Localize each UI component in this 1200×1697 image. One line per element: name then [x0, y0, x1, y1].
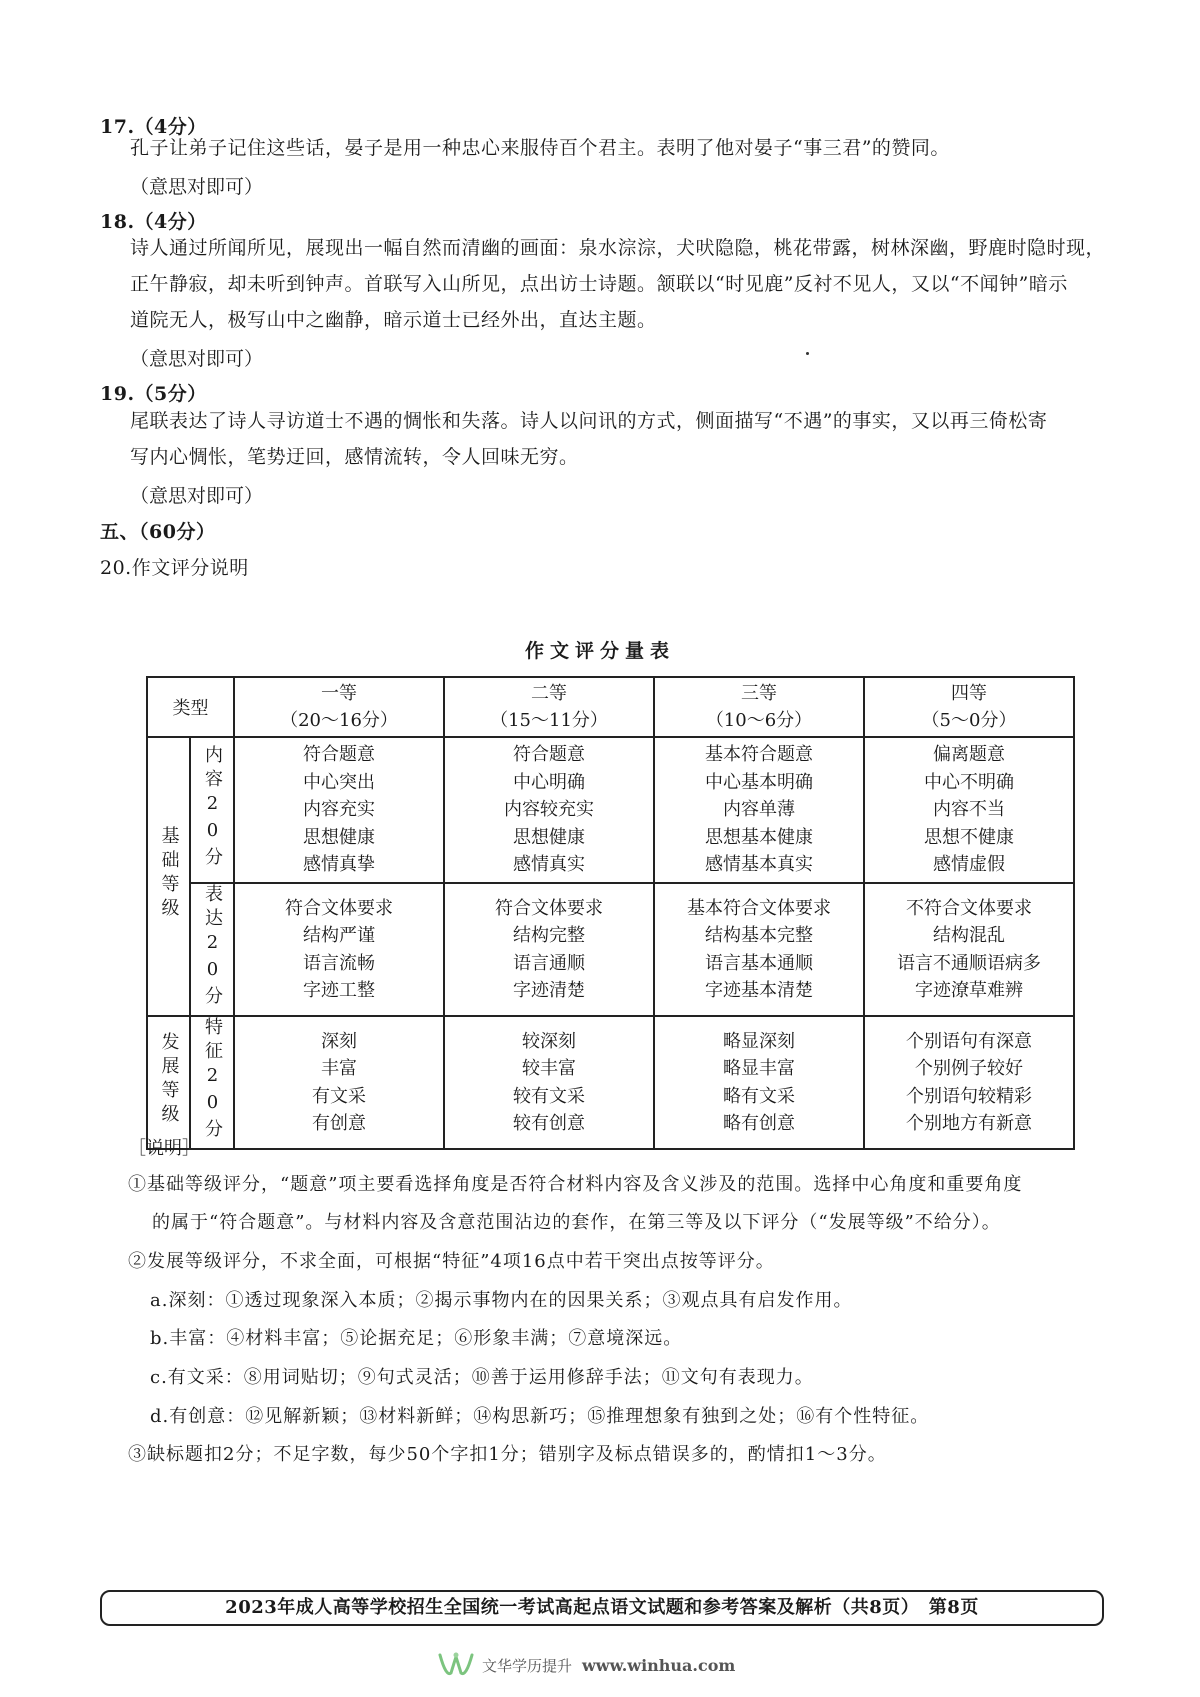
footer-text: 2023年成人高等学校招生全国统一考试高起点语文试题和参考答案及解析（共8页） 第8页: [225, 1597, 979, 1618]
q18-note: （意思对即可）: [130, 348, 264, 370]
section5-heading: 五、（60分）: [100, 521, 216, 543]
expression-grade-1: [234, 883, 444, 1016]
content-label: [190, 737, 234, 883]
watermark: [438, 1650, 735, 1680]
q20-heading: 20.作文评分说明: [100, 557, 249, 579]
q18-heading: 18.（4分）: [100, 211, 207, 233]
criterion: 略显丰富: [723, 1058, 795, 1079]
grade-header-4: [864, 677, 1074, 737]
criterion: 基本符合题意: [705, 744, 813, 766]
criterion: 内容较充实: [504, 799, 594, 821]
content-grade-1: [234, 737, 444, 883]
basic-level-text: 基础等级: [158, 826, 180, 922]
criterion: 偏离题意: [933, 744, 1005, 766]
criterion: 较有创意: [513, 1113, 585, 1134]
q18-answer-line-3: 道院无人，极写山中之幽静，暗示道士已经外出，直达主题。: [130, 309, 657, 331]
criterion: 符合题意: [513, 744, 585, 766]
expression-grade-3: [654, 883, 864, 1016]
type-header: 类型: [147, 677, 234, 737]
winhua-logo-icon: [438, 1651, 474, 1679]
basic-level-label: [147, 737, 190, 1016]
criterion: 有创意: [312, 1113, 366, 1134]
explanation-p1-line1: ①基础等级评分，“题意”项主要看选择角度是否符合材料内容及含义涉及的范围。选择中心角度和重要角度: [128, 1174, 1023, 1195]
expression-grade-4: [864, 883, 1074, 1016]
criterion: 符合文体要求: [495, 897, 603, 919]
grade-range: （10～6分）: [705, 710, 813, 731]
feature-grade-2: [444, 1016, 654, 1149]
explanation-c: c.有文采：⑧用词贴切；⑨句式灵活；⑩善于运用修辞手法；⑪文句有表现力。: [150, 1367, 814, 1388]
criterion: 不符合文体要求: [906, 897, 1032, 919]
grade-range: （20～16分）: [280, 710, 398, 731]
q17-heading: 17.（4分）: [100, 116, 207, 138]
criterion: 语言基本通顺: [705, 952, 813, 974]
feature-grade-4: [864, 1016, 1074, 1149]
grade-name: 三等: [741, 682, 777, 704]
q17-answer: 孔子让弟子记住这些话，晏子是用一种忠心来服侍百个君主。表明了他对晏子“事三君”的赞同。: [130, 137, 950, 159]
criterion: 语言不通顺语病多: [897, 952, 1041, 974]
criterion: 基本符合文体要求: [687, 897, 831, 919]
essay-grading-table: [146, 676, 1075, 1150]
grade-name: 二等: [531, 682, 567, 704]
explanation-p1-line2: 的属于“符合题意”。与材料内容及含意范围沾边的套作，在第三等及以下评分（“发展等级”不给分）。: [152, 1212, 1001, 1233]
criterion: 略显深刻: [723, 1030, 795, 1052]
criterion: 内容充实: [303, 799, 375, 821]
grade-range: （15～11分）: [490, 710, 608, 731]
explanation-label: ［说明］: [128, 1138, 200, 1159]
watermark-brand: 文华学历提升: [482, 1656, 573, 1675]
content-grade-4: [864, 737, 1074, 883]
q19-answer-line-2: 写内心惆怅，笔势迂回，感情流转，令人回味无穷。: [130, 446, 579, 468]
feature-grade-1: [234, 1016, 444, 1149]
criterion: 符合文体要求: [285, 897, 393, 919]
table-title: 作文评分量表: [524, 640, 675, 662]
expression-grade-2: [444, 883, 654, 1016]
explanation-p2: ②发展等级评分，不求全面，可根据“特征”4项16点中若干突出点按等评分。: [128, 1251, 775, 1272]
grade-name: 一等: [321, 682, 357, 704]
criterion: 中心明确: [513, 771, 585, 793]
criterion: 思想不健康: [924, 826, 1014, 848]
criterion: 个别语句较精彩: [906, 1085, 1032, 1107]
content-grade-2: [444, 737, 654, 883]
table-row-expression: [147, 883, 1074, 1016]
criterion: 字迹基本清楚: [705, 980, 813, 1001]
grade-range: （5～0分）: [921, 710, 1017, 731]
criterion: 内容单薄: [723, 799, 795, 821]
criterion: 较丰富: [522, 1058, 576, 1079]
explanation-p3: ③缺标题扣2分；不足字数，每少50个字扣1分；错别字及标点错误多的，酌情扣1～3分。: [128, 1444, 887, 1465]
table-row-development: [147, 1016, 1074, 1149]
criterion: 深刻: [321, 1030, 357, 1052]
criterion: 较深刻: [522, 1030, 576, 1052]
criterion: 感情虚假: [933, 854, 1005, 876]
explanation-d: d.有创意：⑫见解新颖；⑬材料新鲜；⑭构思新巧；⑮推理想象有独到之处；⑯有个性特征。: [150, 1406, 930, 1427]
feature-label: [190, 1016, 234, 1149]
q19-note: （意思对即可）: [130, 485, 264, 507]
criterion: 结构完整: [513, 925, 585, 946]
criterion: 字迹工整: [303, 980, 375, 1001]
feature-grade-3: [654, 1016, 864, 1149]
criterion: 中心不明确: [924, 771, 1014, 793]
criterion: 中心基本明确: [705, 771, 813, 793]
criterion: 字迹潦草难辨: [915, 980, 1023, 1001]
criterion: 语言流畅: [303, 952, 375, 974]
explanation-b: b.丰富：④材料丰富；⑤论据充足；⑥形象丰满；⑦意境深远。: [150, 1328, 683, 1349]
criterion: 结构基本完整: [705, 925, 813, 946]
content-label-text: 内容20分: [202, 744, 223, 871]
criterion: 略有创意: [723, 1113, 795, 1134]
criterion: 个别地方有新意: [906, 1113, 1032, 1134]
criterion: 感情真实: [513, 854, 585, 876]
content-grade-3: [654, 737, 864, 883]
grade-header-2: [444, 677, 654, 737]
table-row-content: [147, 737, 1074, 883]
footer-box: [100, 1590, 1104, 1626]
q17-note: （意思对即可）: [130, 176, 264, 198]
criterion: 个别语句有深意: [906, 1030, 1032, 1052]
criterion: 结构严谨: [303, 925, 375, 946]
explanation-a: a.深刻：①透过现象深入本质；②揭示事物内在的因果关系；③观点具有启发作用。: [150, 1290, 853, 1311]
criterion: 内容不当: [933, 799, 1005, 821]
q18-answer-line-1: 诗人通过所闻所见，展现出一幅自然而清幽的画面：泉水淙淙，犬吠隐隐，桃花带露，树林深幽，野鹿时隐时现，: [130, 237, 1106, 259]
criterion: 感情真挚: [303, 854, 375, 876]
criterion: 结构混乱: [933, 925, 1005, 946]
criterion: 思想健康: [303, 826, 375, 848]
table-header-row: [147, 677, 1074, 737]
criterion: 思想健康: [513, 826, 585, 848]
criterion: 个别例子较好: [915, 1058, 1023, 1079]
criterion: 语言通顺: [513, 952, 585, 974]
criterion: 感情基本真实: [705, 854, 813, 876]
criterion: 有文采: [312, 1085, 366, 1107]
criterion: 略有文采: [723, 1085, 795, 1107]
watermark-url: www.winhua.com: [582, 1655, 736, 1675]
criterion: 符合题意: [303, 744, 375, 766]
stray-dot: [806, 352, 809, 355]
development-level-text: 发展等级: [158, 1032, 180, 1128]
criterion: 思想基本健康: [705, 826, 813, 848]
criterion: 中心突出: [303, 771, 375, 793]
grade-name: 四等: [951, 682, 987, 704]
development-level-label: [147, 1016, 190, 1149]
criterion: 较有文采: [513, 1085, 585, 1107]
criterion: 字迹清楚: [513, 980, 585, 1001]
q19-heading: 19.（5分）: [100, 383, 207, 405]
q18-answer-line-2: 正午静寂，却未听到钟声。首联写入山所见，点出访士诗题。颔联以“时见鹿”反衬不见人，又以“不闻钟”暗示: [130, 273, 1068, 295]
grade-header-3: [654, 677, 864, 737]
expression-label-text: 表达20分: [202, 884, 223, 1010]
grade-header-1: [234, 677, 444, 737]
q19-answer-line-1: 尾联表达了诗人寻访道士不遇的惆怅和失落。诗人以问讯的方式，侧面描写“不遇”的事实，又以再三倚松寄: [130, 410, 1048, 432]
expression-label: [190, 883, 234, 1016]
feature-label-text: 特征20分: [202, 1017, 223, 1143]
criterion: 丰富: [321, 1058, 357, 1079]
